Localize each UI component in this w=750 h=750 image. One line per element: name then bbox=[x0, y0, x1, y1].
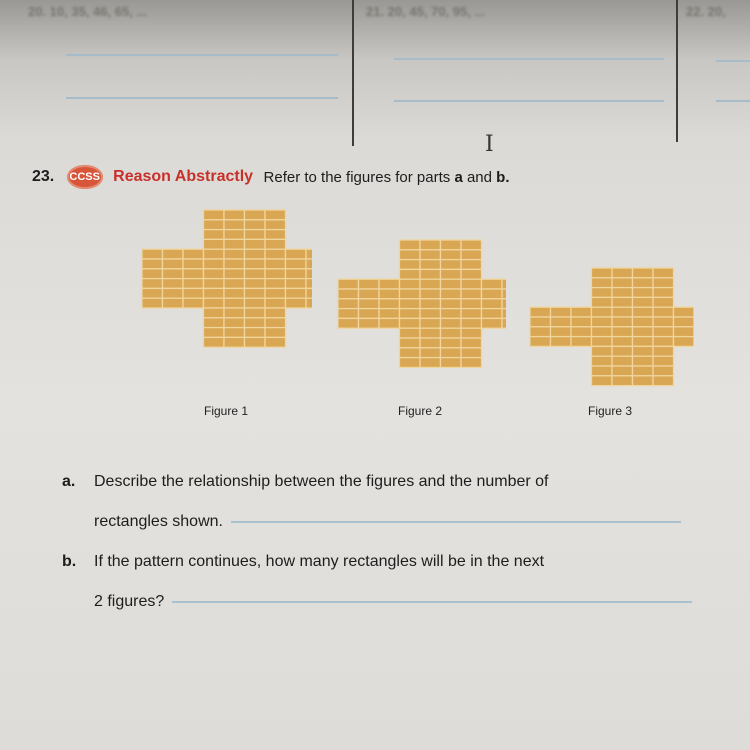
figure-1-label: Figure 1 bbox=[203, 404, 249, 418]
figure-1-rectangle bbox=[245, 328, 266, 338]
figure-2-rectangle bbox=[359, 289, 380, 299]
figure-2-rectangle bbox=[420, 240, 441, 250]
figure-3-rectangle bbox=[612, 366, 633, 376]
figure-2-rectangle bbox=[400, 348, 421, 358]
figure-3-rectangle bbox=[633, 366, 654, 376]
figure-2-rectangle bbox=[441, 338, 462, 348]
figure-1-rectangle bbox=[286, 249, 307, 259]
figure-1-rectangle bbox=[306, 288, 312, 298]
figure-1-rectangle bbox=[224, 230, 245, 240]
figure-3-rectangle bbox=[612, 317, 633, 327]
figure-3-rectangle bbox=[592, 337, 613, 347]
figure-3-rectangle bbox=[633, 346, 654, 356]
figure-3-rectangle bbox=[653, 356, 674, 366]
figure-1-rectangle bbox=[245, 288, 266, 298]
figure-3-rectangle bbox=[653, 366, 674, 376]
figure-1-rectangle bbox=[306, 269, 312, 279]
figure-1-rectangle bbox=[204, 279, 225, 289]
figure-3-rectangle bbox=[592, 268, 613, 278]
figure-1-rectangle bbox=[265, 288, 286, 298]
figure-1-rectangle bbox=[224, 269, 245, 279]
figure-1-rectangle bbox=[204, 337, 225, 347]
figure-1-rectangle bbox=[265, 279, 286, 289]
figure-3-rectangle bbox=[633, 317, 654, 327]
figure-2-rectangle bbox=[400, 299, 421, 309]
figure-1-rectangle bbox=[204, 249, 225, 259]
figure-2-rectangle bbox=[502, 309, 506, 319]
figure-2-rectangle bbox=[461, 309, 482, 319]
figure-1-rectangle bbox=[204, 269, 225, 279]
figure-2-rectangle bbox=[400, 309, 421, 319]
part-a bbox=[62, 462, 742, 542]
figure-1-rectangle bbox=[204, 259, 225, 269]
figure-1-rectangle bbox=[265, 318, 286, 328]
figure-3-rectangle bbox=[653, 268, 674, 278]
figure-3-rectangle bbox=[592, 376, 613, 386]
figure-1-rectangle bbox=[245, 259, 266, 269]
figure-2-rectangle bbox=[400, 328, 421, 338]
column-divider bbox=[676, 0, 678, 142]
exercise-21-text: 21. 20, 45, 70, 95, ... bbox=[366, 4, 486, 19]
figure-3-rectangle bbox=[633, 337, 654, 347]
figure-2-rectangle bbox=[482, 279, 503, 289]
figure-1-rectangle bbox=[286, 259, 307, 269]
figure-1-rectangle bbox=[142, 298, 163, 308]
figure-2-rectangle bbox=[420, 328, 441, 338]
figure-2-rectangle bbox=[338, 299, 359, 309]
figure-3-rectangle bbox=[571, 317, 592, 327]
figure-2-rectangle bbox=[461, 328, 482, 338]
figure-3-rectangle bbox=[592, 356, 613, 366]
figure-3-rectangle bbox=[592, 327, 613, 337]
figure-1-rectangle bbox=[245, 279, 266, 289]
figure-1-rectangle bbox=[163, 279, 184, 289]
figure-2-rectangle bbox=[359, 279, 380, 289]
figure-1-rectangle bbox=[245, 239, 266, 249]
figure-2-rectangle bbox=[441, 309, 462, 319]
figure-3-cross bbox=[528, 266, 694, 390]
figure-3-rectangle bbox=[530, 307, 551, 317]
part-b bbox=[62, 542, 742, 622]
figure-2-rectangle bbox=[441, 348, 462, 358]
figure-2-rectangle bbox=[461, 338, 482, 348]
figure-1-rectangle bbox=[286, 288, 307, 298]
figure-2-rectangle bbox=[441, 299, 462, 309]
figure-3-rectangle bbox=[592, 346, 613, 356]
figure-2-rectangle bbox=[441, 269, 462, 279]
figure-1-rectangle bbox=[183, 249, 204, 259]
figure-1-rectangle bbox=[306, 279, 312, 289]
figure-3-rectangle bbox=[612, 376, 633, 386]
figure-3-rectangle bbox=[551, 317, 572, 327]
figure-2-rectangle bbox=[379, 279, 400, 289]
figure-2-rectangle bbox=[400, 289, 421, 299]
figure-1-rectangle bbox=[265, 249, 286, 259]
figure-1-rectangle bbox=[142, 288, 163, 298]
figure-3-rectangle bbox=[612, 288, 633, 298]
figure-3-rectangle bbox=[571, 307, 592, 317]
figure-3-rectangle bbox=[551, 327, 572, 337]
figure-2-rectangle bbox=[379, 318, 400, 328]
figure-2-rectangle bbox=[461, 358, 482, 368]
figure-3-rectangle bbox=[633, 376, 654, 386]
figure-2-rectangle bbox=[441, 260, 462, 270]
figure-1-rectangle bbox=[163, 298, 184, 308]
figure-1-rectangle bbox=[286, 269, 307, 279]
figure-2-rectangle bbox=[461, 279, 482, 289]
figure-3-rectangle bbox=[653, 376, 674, 386]
figure-2-rectangle bbox=[461, 240, 482, 250]
figure-2-rectangle bbox=[400, 269, 421, 279]
figure-2-rectangle bbox=[441, 240, 462, 250]
figure-3-rectangle bbox=[653, 317, 674, 327]
figure-3-rectangle bbox=[612, 297, 633, 307]
figure-3-rectangle bbox=[653, 337, 674, 347]
figure-2-rectangle bbox=[461, 269, 482, 279]
figure-3-rectangle bbox=[612, 337, 633, 347]
figure-1-rectangle bbox=[245, 269, 266, 279]
figure-1-rectangle bbox=[265, 308, 286, 318]
figure-1-rectangle bbox=[265, 269, 286, 279]
figure-3-rectangle bbox=[633, 278, 654, 288]
figure-2-rectangle bbox=[420, 299, 441, 309]
figure-2-rectangle bbox=[359, 299, 380, 309]
figure-1-rectangle bbox=[245, 249, 266, 259]
figure-1-rectangle bbox=[245, 308, 266, 318]
figure-2-rectangle bbox=[420, 279, 441, 289]
figure-2-rectangle bbox=[482, 299, 503, 309]
figure-3-rectangle bbox=[653, 307, 674, 317]
figure-1-rectangle bbox=[224, 259, 245, 269]
figures-area bbox=[0, 200, 750, 440]
figure-1-rectangle bbox=[224, 279, 245, 289]
figure-1-rectangle bbox=[265, 259, 286, 269]
answer-line[interactable] bbox=[716, 60, 750, 62]
figure-3-rectangle bbox=[674, 327, 695, 337]
figure-1-rectangle bbox=[142, 249, 163, 259]
figure-1-rectangle bbox=[142, 279, 163, 289]
figure-2-rectangle bbox=[400, 318, 421, 328]
figure-2-rectangle bbox=[338, 309, 359, 319]
problem-prompt: Refer to the figures for parts a and b. bbox=[263, 168, 510, 186]
figure-3-rectangle bbox=[592, 307, 613, 317]
figure-1-rectangle bbox=[163, 288, 184, 298]
figure-3-rectangle bbox=[653, 346, 674, 356]
figure-1-rectangle bbox=[265, 210, 286, 220]
figure-2-rectangle bbox=[461, 260, 482, 270]
part-b-answer-line[interactable] bbox=[172, 601, 692, 603]
figure-2-rectangle bbox=[420, 260, 441, 270]
figure-3-label: Figure 3 bbox=[587, 404, 633, 418]
figure-1-cross bbox=[140, 208, 312, 390]
figure-2-rectangle bbox=[502, 279, 506, 289]
figure-2-rectangle bbox=[461, 250, 482, 260]
figure-2-rectangle bbox=[379, 289, 400, 299]
figure-1-rectangle bbox=[306, 249, 312, 259]
figure-3-rectangle bbox=[653, 297, 674, 307]
figure-1-rectangle bbox=[183, 288, 204, 298]
figure-2-rectangle bbox=[461, 318, 482, 328]
figure-3-rectangle bbox=[592, 288, 613, 298]
figure-3-rectangle bbox=[653, 327, 674, 337]
figure-3-rectangle bbox=[551, 307, 572, 317]
figure-2-rectangle bbox=[420, 289, 441, 299]
answer-line[interactable] bbox=[394, 100, 664, 102]
figure-2-rectangle bbox=[338, 318, 359, 328]
figure-3-rectangle bbox=[674, 337, 695, 347]
figure-3-rectangle bbox=[633, 307, 654, 317]
figure-2-rectangle bbox=[441, 328, 462, 338]
figure-3-rectangle bbox=[633, 356, 654, 366]
figure-1-rectangle bbox=[204, 308, 225, 318]
figure-1-rectangle bbox=[163, 269, 184, 279]
figure-1-rectangle bbox=[245, 318, 266, 328]
figure-2-rectangle bbox=[461, 299, 482, 309]
figure-2-rectangle bbox=[441, 279, 462, 289]
figure-3-rectangle bbox=[551, 337, 572, 347]
figure-2-rectangle bbox=[400, 279, 421, 289]
figure-3-rectangle bbox=[612, 346, 633, 356]
figure-1-rectangle bbox=[204, 239, 225, 249]
part-a-answer-line[interactable] bbox=[231, 521, 681, 523]
figure-2-rectangle bbox=[338, 289, 359, 299]
figure-3-rectangle bbox=[612, 307, 633, 317]
answer-line[interactable] bbox=[716, 100, 750, 102]
exercise-22-text: 22. 20, bbox=[686, 4, 726, 19]
figure-1-rectangle bbox=[286, 279, 307, 289]
figure-3-rectangle bbox=[571, 327, 592, 337]
figure-3-rectangle bbox=[571, 337, 592, 347]
figure-1-rectangle bbox=[245, 210, 266, 220]
figure-1-rectangle bbox=[204, 230, 225, 240]
problem-heading: Reason Abstractly bbox=[113, 168, 254, 185]
figure-3-rectangle bbox=[612, 268, 633, 278]
figure-2-rectangle bbox=[461, 289, 482, 299]
figure-1-rectangle bbox=[142, 269, 163, 279]
figure-2-rectangle bbox=[482, 309, 503, 319]
figure-1-rectangle bbox=[183, 279, 204, 289]
figure-1-rectangle bbox=[224, 337, 245, 347]
figure-2-rectangle bbox=[400, 358, 421, 368]
ccss-badge-icon: CCSS bbox=[67, 165, 103, 189]
figure-1-rectangle bbox=[183, 269, 204, 279]
figure-3-rectangle bbox=[612, 278, 633, 288]
figure-3-rectangle bbox=[612, 327, 633, 337]
answer-line[interactable] bbox=[66, 54, 338, 56]
figure-1-rectangle bbox=[142, 259, 163, 269]
figure-3-rectangle bbox=[592, 278, 613, 288]
figure-1-rectangle bbox=[245, 298, 266, 308]
figure-1-rectangle bbox=[245, 337, 266, 347]
figure-3-rectangle bbox=[633, 327, 654, 337]
figure-2-rectangle bbox=[338, 279, 359, 289]
figure-1-rectangle bbox=[204, 210, 225, 220]
figure-1-rectangle bbox=[224, 239, 245, 249]
figure-1-rectangle bbox=[265, 328, 286, 338]
figure-1-rectangle bbox=[204, 220, 225, 230]
part-b-letter: b. bbox=[62, 553, 77, 570]
figure-2-rectangle bbox=[441, 318, 462, 328]
figure-2-rectangle bbox=[420, 358, 441, 368]
figure-1-rectangle bbox=[265, 337, 286, 347]
figure-1-rectangle bbox=[163, 249, 184, 259]
figure-1-rectangle bbox=[245, 230, 266, 240]
figure-2-rectangle bbox=[359, 318, 380, 328]
figure-2-rectangle bbox=[359, 309, 380, 319]
figure-2-cross bbox=[336, 238, 506, 390]
figure-3-rectangle bbox=[592, 317, 613, 327]
exercise-20-text: 20. 10, 35, 46, 65, ... bbox=[28, 4, 148, 19]
figure-1-rectangle bbox=[265, 239, 286, 249]
figure-2-rectangle bbox=[461, 348, 482, 358]
figure-2-rectangle bbox=[420, 269, 441, 279]
answer-line[interactable] bbox=[394, 58, 664, 60]
figure-3-rectangle bbox=[530, 337, 551, 347]
figure-2-rectangle bbox=[400, 240, 421, 250]
figure-3-rectangle bbox=[633, 288, 654, 298]
figure-1-rectangle bbox=[183, 298, 204, 308]
column-divider bbox=[352, 0, 354, 146]
figure-2-rectangle bbox=[502, 289, 506, 299]
figure-1-rectangle bbox=[183, 259, 204, 269]
figure-1-rectangle bbox=[204, 328, 225, 338]
figure-2-label: Figure 2 bbox=[397, 404, 443, 418]
figure-3-rectangle bbox=[633, 268, 654, 278]
figure-3-rectangle bbox=[633, 297, 654, 307]
figure-3-rectangle bbox=[653, 278, 674, 288]
part-b-line-1: If the pattern continues, how many rectangles will be in the next bbox=[94, 553, 545, 570]
figure-3-rectangle bbox=[674, 317, 695, 327]
figure-1-rectangle bbox=[224, 318, 245, 328]
figure-2-rectangle bbox=[420, 338, 441, 348]
figure-2-rectangle bbox=[441, 358, 462, 368]
problem-parts bbox=[62, 462, 742, 622]
figure-2-rectangle bbox=[482, 289, 503, 299]
figure-1-rectangle bbox=[265, 220, 286, 230]
figure-3-rectangle bbox=[530, 317, 551, 327]
figure-2-rectangle bbox=[420, 250, 441, 260]
figure-1-rectangle bbox=[224, 298, 245, 308]
figure-2-rectangle bbox=[379, 309, 400, 319]
problem-number: 23. bbox=[32, 168, 55, 185]
figure-3-rectangle bbox=[674, 307, 695, 317]
figure-2-rectangle bbox=[441, 250, 462, 260]
figure-1-rectangle bbox=[204, 298, 225, 308]
figure-2-rectangle bbox=[482, 318, 503, 328]
figure-1-rectangle bbox=[306, 298, 312, 308]
part-a-line-2: rectangles shown. bbox=[62, 502, 742, 542]
figure-2-rectangle bbox=[400, 338, 421, 348]
figure-2-rectangle bbox=[400, 250, 421, 260]
figure-3-rectangle bbox=[612, 356, 633, 366]
figure-1-rectangle bbox=[224, 249, 245, 259]
problem-23-heading bbox=[32, 165, 510, 189]
figure-2-rectangle bbox=[420, 348, 441, 358]
figure-2-rectangle bbox=[441, 289, 462, 299]
figure-1-rectangle bbox=[204, 288, 225, 298]
figure-3-rectangle bbox=[530, 327, 551, 337]
figure-1-rectangle bbox=[224, 210, 245, 220]
text-cursor-icon: I bbox=[485, 132, 494, 157]
figure-1-rectangle bbox=[265, 230, 286, 240]
figure-1-rectangle bbox=[224, 308, 245, 318]
figure-1-rectangle bbox=[224, 288, 245, 298]
figure-1-rectangle bbox=[204, 318, 225, 328]
figure-1-rectangle bbox=[306, 259, 312, 269]
part-a-line-1: Describe the relationship between the figures and the number of bbox=[94, 473, 549, 490]
figure-1-rectangle bbox=[224, 328, 245, 338]
figure-1-rectangle bbox=[245, 220, 266, 230]
figure-1-rectangle bbox=[163, 259, 184, 269]
figure-1-rectangle bbox=[265, 298, 286, 308]
answer-line[interactable] bbox=[66, 97, 338, 99]
figure-3-rectangle bbox=[653, 288, 674, 298]
figure-3-rectangle bbox=[592, 297, 613, 307]
figure-2-rectangle bbox=[379, 299, 400, 309]
figure-1-rectangle bbox=[286, 298, 307, 308]
figure-2-rectangle bbox=[420, 309, 441, 319]
figure-2-rectangle bbox=[420, 318, 441, 328]
figure-1-rectangle bbox=[224, 220, 245, 230]
part-b-line-2: 2 figures? bbox=[62, 582, 742, 622]
figure-2-rectangle bbox=[502, 318, 506, 328]
figure-2-rectangle bbox=[502, 299, 506, 309]
previous-exercise-row bbox=[0, 0, 750, 157]
part-a-letter: a. bbox=[62, 473, 76, 490]
figure-3-rectangle bbox=[592, 366, 613, 376]
figure-2-rectangle bbox=[400, 260, 421, 270]
